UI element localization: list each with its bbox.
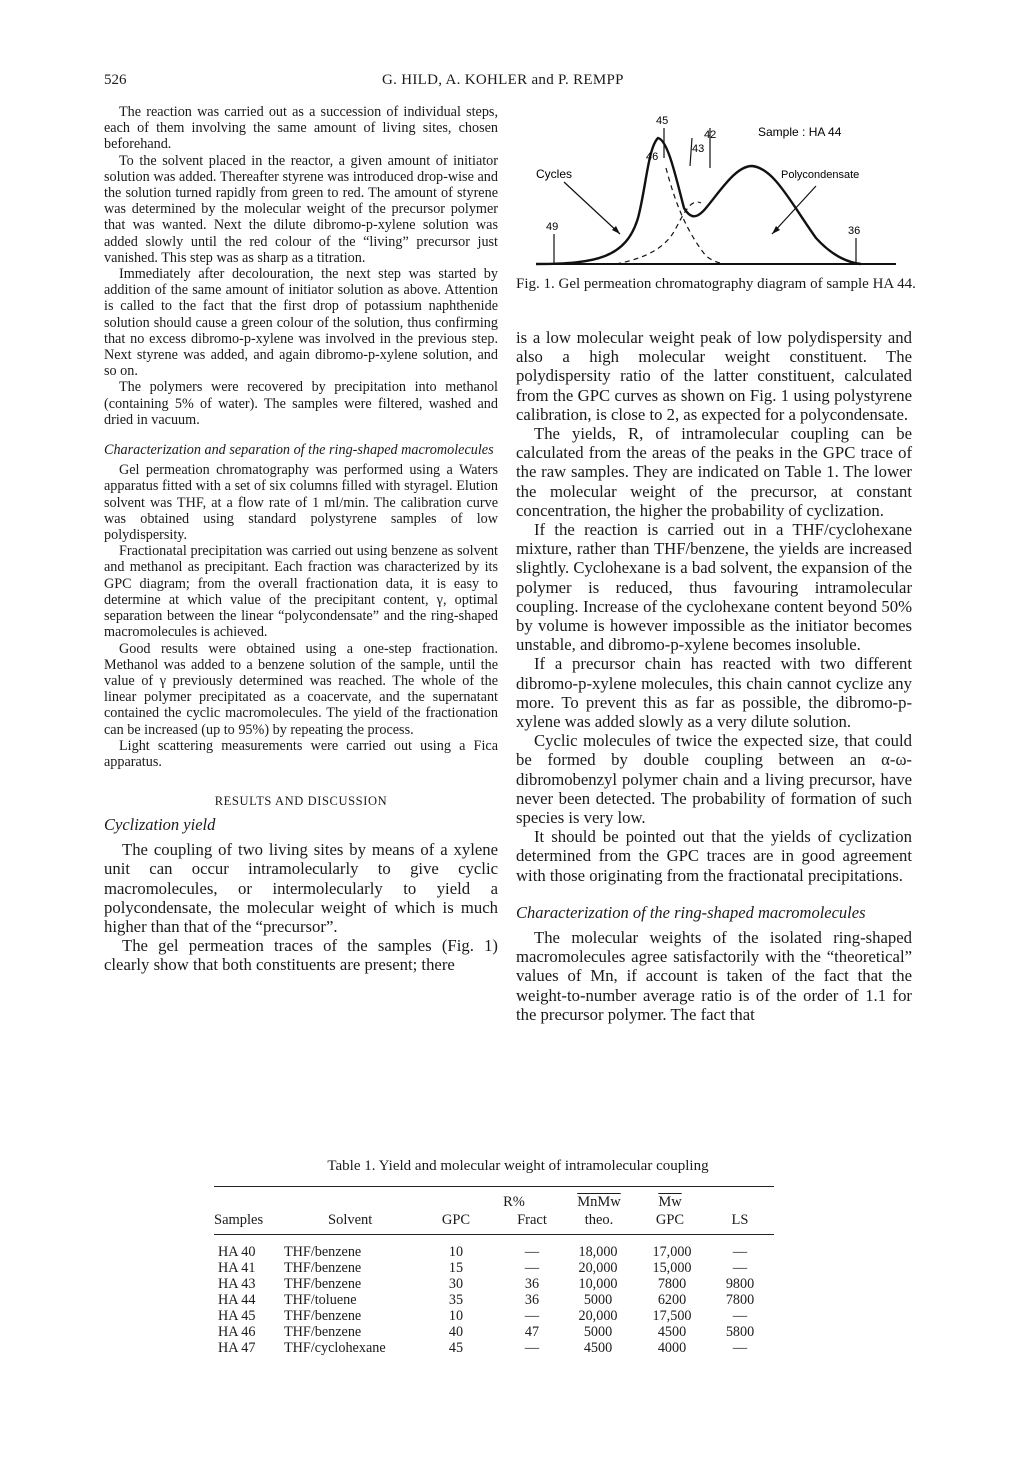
paragraph: The molecular weights of the isolated ring-shaped macromolecules agree satisfactorily with the “theoretical” values of Mn, if account is taken of the fact that the weight-to-number average ratio is of the order of 1.1 for the precursor polymer. The fact that [516, 927, 912, 1024]
cyclization-heading: Cyclization yield [104, 815, 216, 835]
table-row [214, 1308, 774, 1324]
col-header-ls: LS [731, 1212, 749, 1228]
figure-caption: Fig. 1. Gel permeation chromatography diagram of sample HA 44. [516, 276, 916, 292]
cell-gpc: 30 [448, 1276, 464, 1292]
cell-gpc: 35 [448, 1292, 464, 1308]
cell-solvent: THF/benzene [284, 1260, 362, 1276]
paragraph: If the reaction is carried out in a THF/cyclohexane mixture, rather than THF/benzene, the yields are increased slightly. Cyclohexane is a bad solvent, the expansion of the polymer is reduced, thus favouring intramolecular coupling. Increase of the cyclohexane content beyond 50% by volume is however impossible as the initiator becomes unstable, and dibromo-p-xylene becomes insoluble. [516, 520, 912, 655]
table-row [214, 1260, 774, 1276]
header-mw: $\overline{Mw}$ [658, 1194, 682, 1210]
cell-mw-gpc: 6200 [657, 1292, 687, 1308]
paragraph: The yields, R, of intramolecular coupling can be calculated from the areas of the peaks in the GPC trace of the raw samples. They are indicated on Table 1. The lower the molecular weight of the precursor, at constant concentration, the higher the probability of cyclization. [516, 424, 912, 520]
col-header-fract: Fract [517, 1212, 547, 1228]
cell-theo: 18,000 [578, 1244, 618, 1260]
cell-gpc: 10 [448, 1308, 464, 1324]
col-header-mw-gpc: GPC [655, 1212, 685, 1228]
label-49: 49 [546, 221, 559, 233]
cell-theo: 5000 [583, 1324, 613, 1340]
paragraph: The gel permeation traces of the samples (Fig. 1) clearly show that both constituents are present; there [104, 936, 498, 975]
procedure-paragraphs [104, 104, 498, 428]
right-column [516, 328, 912, 1024]
col-header-gpc: GPC [441, 1212, 471, 1228]
label-46: 46 [646, 151, 659, 163]
header-r-percent: R% [503, 1194, 525, 1210]
cycles-arrow [564, 182, 620, 234]
cell-solvent: THF/benzene [284, 1324, 362, 1340]
label-42: 42 [704, 129, 717, 141]
cell-sample: HA 47 [218, 1340, 256, 1356]
paragraph: is a low molecular weight peak of low polydispersity and also a high molecular weight constituent. The polydispersity ratio of the latter constituent, calculated from the GPC curves as shown on Fig. 1 using polystyrene calibration, is close to 2, as expected for a polycondensate. [516, 328, 912, 424]
cell-solvent: THF/benzene [284, 1308, 362, 1324]
cell-ls: 9800 [725, 1276, 755, 1292]
dashed-curve-polycondensate [616, 202, 701, 264]
cell-ls: 7800 [725, 1292, 755, 1308]
label-36: 36 [848, 225, 861, 237]
cell-ls: — [732, 1244, 748, 1260]
label-polycondensate: Polycondensate [781, 169, 860, 181]
paragraph: Fractionatal precipitation was carried out using benzene as solvent and methanol as precipitant. Each fraction was characterized by its GPC diagram; from the overall fractionation data, it is easy to determine at which value of the precipitant content, γ, optimal separation between the linear “polycondensate” and the ring-shaped macromolecules is achieved. [104, 543, 498, 641]
table-row [214, 1276, 774, 1292]
results-paragraphs [104, 840, 498, 974]
col-header-solvent: Solvent [328, 1212, 373, 1228]
cell-mw-gpc: 17,500 [652, 1308, 692, 1324]
cell-fract: — [524, 1260, 540, 1276]
label-45: 45 [656, 115, 669, 127]
table-header-rule [214, 1234, 774, 1235]
gpc-figure [516, 108, 916, 298]
cell-theo: 10,000 [578, 1276, 618, 1292]
cell-sample: HA 46 [218, 1324, 256, 1340]
cell-gpc: 15 [448, 1260, 464, 1276]
cell-sample: HA 45 [218, 1308, 256, 1324]
right-char-paragraphs [516, 928, 912, 1024]
left-column [104, 104, 498, 975]
cell-theo: 5000 [583, 1292, 613, 1308]
cell-theo: 20,000 [578, 1260, 618, 1276]
cell-mw-gpc: 7800 [657, 1276, 687, 1292]
col-header-theo: theo. [584, 1212, 614, 1228]
table-row [214, 1340, 774, 1356]
cell-solvent: THF/toluene [284, 1292, 357, 1308]
cell-ls: — [732, 1260, 748, 1276]
cell-solvent: THF/benzene [284, 1244, 362, 1260]
col-header-samples: Samples [214, 1212, 264, 1228]
results-heading: RESULTS AND DISCUSSION [214, 794, 388, 809]
cell-fract: 47 [524, 1324, 540, 1340]
paragraph: Good results were obtained using a one-step fractionation. Methanol was added to a benzene solution of the sample, until the value of γ previously determined was reached. The whole of the linear polymer precipitated as a coacervate, and the supernatant contained the cyclic macromolecules. The yield of the fractionation can be increased (up to 95%) by repeating the process. [104, 640, 498, 738]
table-row [214, 1324, 774, 1340]
right-paragraphs [516, 328, 912, 885]
paragraph: Cyclic molecules of twice the expected size, that could be formed by double coupling between an α-ω-dibromobenzyl polymer chain and a living precursor, have never been detected. The probability of formation of such species is very low. [516, 731, 912, 828]
section-heading-ring-characterization: Characterization of the ring-shaped macromolecules [516, 902, 866, 922]
paragraph: It should be pointed out that the yields of cyclization determined from the GPC traces are in good agreement with those originating from the fractionatal precipitations. [516, 827, 912, 885]
cell-ls: — [732, 1308, 748, 1324]
cell-theo: 4500 [583, 1340, 613, 1356]
cell-mw-gpc: 4500 [657, 1324, 687, 1340]
table-top-rule [214, 1186, 774, 1187]
cell-fract: — [524, 1340, 540, 1356]
cell-sample: HA 41 [218, 1260, 256, 1276]
running-header-authors: G. HILD, A. KOHLER and P. REMPP [382, 72, 624, 88]
cell-ls: — [732, 1340, 748, 1356]
page-number: 526 [104, 72, 127, 88]
table-row [214, 1292, 774, 1308]
cell-gpc: 40 [448, 1324, 464, 1340]
paragraph: Immediately after decolouration, the next step was started by addition of the same amount of initiator solution as above. Attention is called to the fact that the first drop of potassium naphthenide solution should cause a green colour of the solution, thus confirming that no excess dibromo-p-xylene was involved in the previous step. Next styrene was added, and again dibromo-p-xylene solution, and so on. [104, 266, 498, 380]
paragraph: The reaction was carried out as a succession of individual steps, each of them involving the same amount of living sites, chosen beforehand. [104, 104, 498, 153]
cell-ls: 5800 [725, 1324, 755, 1340]
cell-fract: 36 [524, 1276, 540, 1292]
cell-gpc: 45 [448, 1340, 464, 1356]
paragraph: To the solvent placed in the reactor, a given amount of initiator solution was added. Thereafter styrene was introduced drop-wise and the solution turned rapidly from green to red. The amount of styrene was determined by the molecular weight of the precursor polymer that was wanted. Next the dilute dibromo-p-xylene solution was added slowly until the red colour of the “living” precursor just vanished. This step was as sharp as a titration. [104, 152, 498, 266]
label-sample: Sample : HA 44 [758, 125, 842, 139]
paragraph: If a precursor chain has reacted with two different dibromo-p-xylene molecules, this chain cannot cyclize any more. To prevent this as far as possible, the dibromo-p-xylene was added slowly as a very dilute solution. [516, 654, 912, 732]
cell-fract: — [524, 1308, 540, 1324]
table-row [214, 1244, 774, 1260]
label-cycles: Cycles [536, 167, 573, 181]
section-heading-characterization: Characterization and separation of the ring-shaped macromolecules [104, 442, 494, 459]
cell-fract: — [524, 1244, 540, 1260]
cell-mw-gpc: 15,000 [652, 1260, 692, 1276]
paragraph: The polymers were recovered by precipitation into methanol (containing 5% of water). The samples were filtered, washed and dried in vacuum. [104, 379, 498, 428]
cell-theo: 20,000 [578, 1308, 618, 1324]
gpc-diagram [516, 108, 916, 278]
cell-solvent: THF/cyclohexane [284, 1340, 386, 1356]
header-mnmw: MnMw [577, 1194, 621, 1210]
cell-mw-gpc: 17,000 [652, 1244, 692, 1260]
paragraph: The coupling of two living sites by means of a xylene unit can occur intramolecularly to give cyclic macromolecules, or intermolecularly to yield a polycondensate, the molecular weight of which is much higher than that of the “precursor”. [104, 840, 498, 936]
cell-fract: 36 [524, 1292, 540, 1308]
cell-solvent: THF/benzene [284, 1276, 362, 1292]
cell-sample: HA 44 [218, 1292, 256, 1308]
label-43: 43 [692, 143, 705, 155]
characterization-paragraphs [104, 462, 498, 770]
paragraph: Light scattering measurements were carried out using a Fica apparatus. [104, 737, 498, 770]
cell-sample: HA 40 [218, 1244, 256, 1260]
cell-mw-gpc: 4000 [657, 1340, 687, 1356]
cell-sample: HA 43 [218, 1276, 256, 1292]
cell-gpc: 10 [448, 1244, 464, 1260]
paragraph: Gel permeation chromatography was performed using a Waters apparatus fitted with a set of six columns filled with styragel. Elution solvent was THF, at a flow rate of 1 ml/min. The calibration curve was obtained using standard polystyrene samples of low polydispersity. [104, 462, 498, 544]
table-title: Table 1. Yield and molecular weight of intramolecular coupling [327, 1158, 709, 1174]
